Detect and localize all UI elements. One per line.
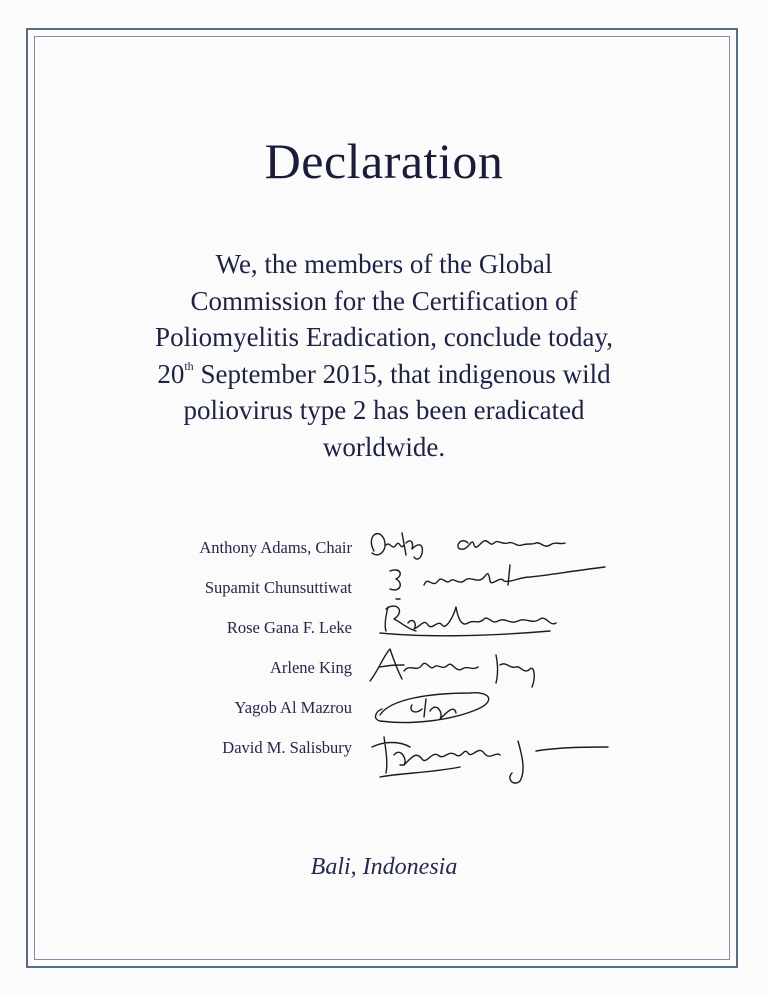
signatory-name: Supamit Chunsuttiwat: [204, 578, 352, 597]
date-day: 20: [157, 358, 185, 389]
statement-line: [100, 356, 668, 393]
signature-anthony-adams: [371, 533, 565, 559]
signatory-name: Yagob Al Mazrou: [234, 698, 352, 717]
handwritten-signatures: [360, 515, 620, 785]
declaration-title: Declaration: [264, 133, 504, 189]
statement-line: We, the members of the Global: [215, 249, 553, 279]
date-ordinal-suffix: th: [184, 358, 194, 373]
signature-yagob-al-mazrou: [376, 693, 489, 723]
signatory-name: David M. Salisbury: [222, 738, 352, 757]
signatures-area: [360, 515, 620, 785]
signature-david-salisbury: [372, 737, 608, 783]
statement-line: poliovirus type 2 has been eradicated: [183, 395, 585, 425]
signatory-names: [0, 528, 352, 768]
signature-rose-leke: [380, 606, 556, 636]
signatory-name: Anthony Adams, Chair: [199, 538, 352, 557]
signature-arlene-king: [370, 649, 534, 687]
signature-supamit-chunsuttiwat: [390, 565, 605, 599]
statement-line: worldwide.: [322, 431, 446, 462]
signing-location: Bali, Indonesia: [310, 854, 458, 880]
statement-line: Commission for the Certification of: [190, 285, 578, 316]
statement-line-rest: September 2015, that indigenous wild: [193, 358, 611, 389]
statement-line: Poliomyelitis Eradication, conclude today,: [155, 322, 613, 352]
signatory-name: Rose Gana F. Leke: [226, 618, 352, 637]
declaration-statement: [100, 246, 668, 465]
signatory-name: Arlene King: [269, 658, 352, 677]
